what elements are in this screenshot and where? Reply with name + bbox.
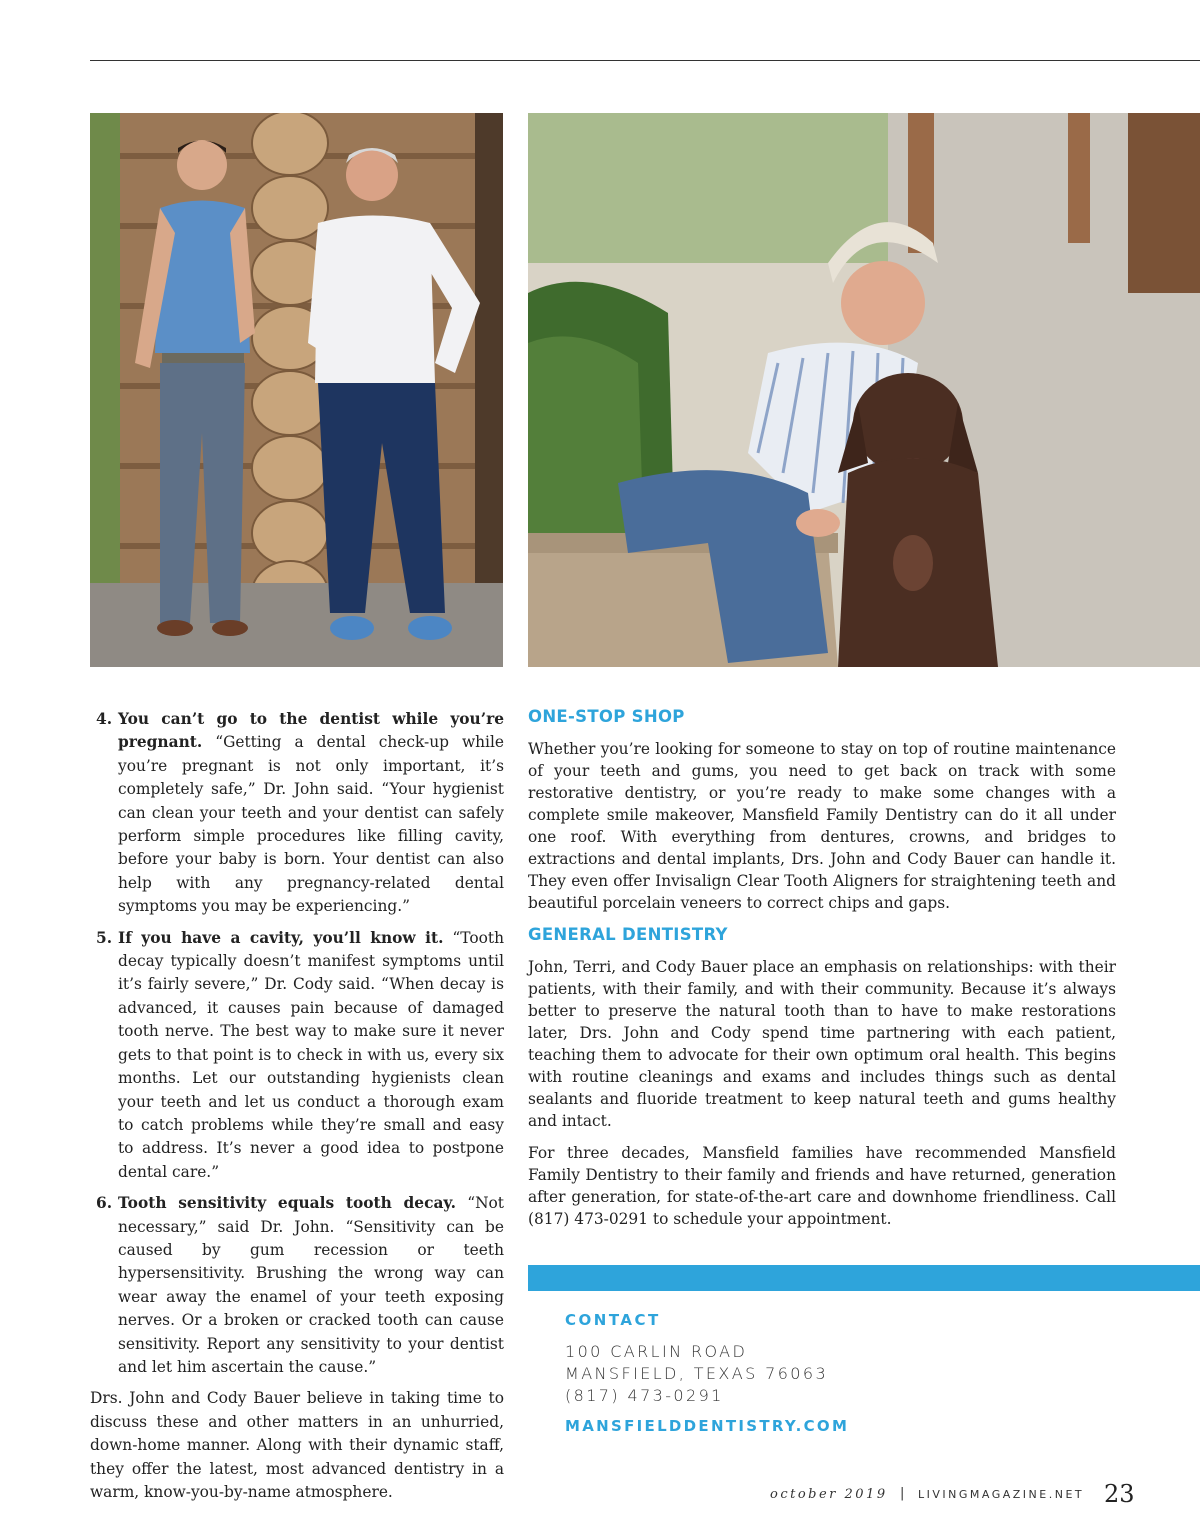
list-body: “Not necessary,” said Dr. John. “Sensitivity can be caused by gum recession or teeth hypersensitivity. Brushing the wrong way can wear away the enamel of your teeth exposing nerves. Or a broken or cracked tooth can cause sensitivity. Report any sensitivity to your dentist and let him ascertain the cause.” — [118, 1194, 504, 1376]
photo-dentists — [90, 113, 503, 667]
contact-accent-bar — [528, 1265, 1200, 1291]
list-lead: You can’t go to the dentist while you’re pregnant. — [118, 710, 504, 752]
header-rule — [90, 60, 1200, 61]
list-item — [90, 708, 504, 919]
section-heading-general: GENERAL DENTISTRY — [528, 925, 728, 944]
page-footer — [740, 1480, 1140, 1510]
list-number: 6. — [96, 1194, 113, 1213]
list-item — [90, 927, 504, 1184]
contact-website-link[interactable]: MANSFIELDDENTISTRY.COM — [565, 1417, 850, 1435]
general-paragraph-2: For three decades, Mansfield families have recommended Mansfield Family Dentistry to their family and friends and have returned, generation after generation, for state-of-the-art care and downhome friendliness. Call (817) 473-0291 to schedule your appointment. — [528, 1144, 1116, 1228]
closing-paragraph: Drs. John and Cody Bauer believe in taking time to discuss these and other matters in an unhurried, down-home manner. Along with their dynamic staff, they offer the latest, most advanced dentistry in a warm, know-you-by-name atmosphere. — [90, 1389, 504, 1501]
photo-woman-with-dog — [528, 113, 1200, 667]
general-paragraph-1: John, Terri, and Cody Bauer place an emphasis on relationships: with their patients, with their family, and with their community. Because it’s always better to preserve the natural tooth than to have to make restorations later, Drs. John and Cody spend time partnering with each patient, teaching them to advocate for their own optimum oral health. This begins with routine cleanings and exams and includes things such as dental sealants and fluoride treatment to keep natural teeth and gums healthy and intact. — [528, 958, 1116, 1130]
one-stop-paragraph: Whether you’re looking for someone to stay on top of routine maintenance of your teeth and gums, you need to get back on track with some restorative dentistry, or you’re ready to make some changes with a complete smile makeover, Mansfield Family Dentistry can do it all under one roof. With everything from dentures, crowns, and bridges to extractions and dental implants, Drs. John and Cody Bauer can handle it. They even offer Invisalign Clear Tooth Aligners for straightening teeth and beautiful porcelain veneers to correct chips and gaps. — [528, 740, 1116, 912]
contact-phone: (817) 473-0291 — [565, 1386, 724, 1405]
services-column — [528, 706, 1116, 1240]
footer-separator: | — [900, 1486, 905, 1501]
list-lead: Tooth sensitivity equals tooth decay. — [118, 1194, 456, 1213]
contact-address-line-1: 100 CARLIN ROAD — [565, 1342, 748, 1361]
list-body: “Getting a dental check-up while you’re pregnant is not only important, it’s completely safe,” Dr. John said. “Your hygienist can clean your teeth and your dentist can safely perform simple procedures like filling cavity, before your baby is born. Your dentist can also help with any pregnancy-related dental symptoms you may be experiencing.” — [118, 733, 504, 916]
list-lead: If you have a cavity, you’ll know it. — [118, 928, 444, 947]
page-number: 23 — [1104, 1480, 1135, 1508]
list-number: 5. — [96, 928, 113, 947]
section-heading-one-stop: ONE-STOP SHOP — [528, 707, 685, 726]
contact-block — [565, 1309, 965, 1437]
list-body: “Tooth decay typically doesn’t manifest symptoms until it’s fairly severe,” Dr. Cody said. “When decay is advanced, it causes pain because of damaged tooth nerve. The best way to make sure it never gets to that point is to check in with us, every six months. Let our outstanding hygienists clean your teeth and let us conduct a thorough exam to catch problems while they’re small and easy to address. It’s never a good idea to postpone dental care.” — [118, 928, 504, 1181]
myths-list — [90, 708, 504, 1379]
contact-title: CONTACT — [565, 1311, 661, 1329]
myths-column — [90, 708, 504, 1504]
footer-issue-date: october 2019 — [770, 1487, 888, 1502]
contact-address-line-2: MANSFIELD, TEXAS 76063 — [565, 1364, 829, 1383]
list-item — [90, 1192, 504, 1379]
list-number: 4. — [96, 710, 113, 728]
footer-site-link[interactable]: LIVINGMAGAZINE.NET — [918, 1488, 1085, 1501]
